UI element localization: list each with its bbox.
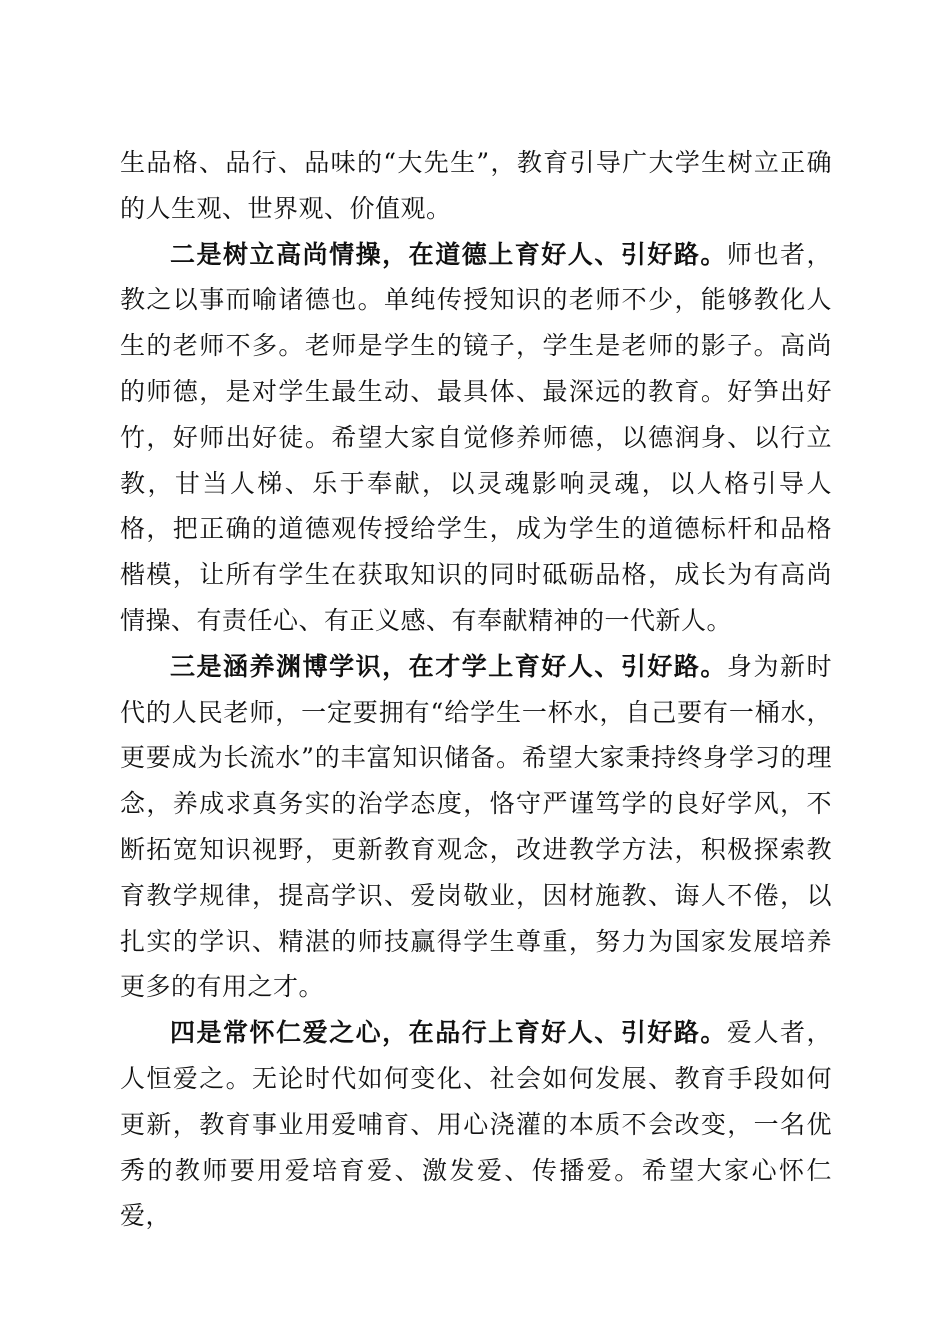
paragraph-continuation bbox=[120, 140, 832, 232]
paragraph-benevolence bbox=[120, 1010, 832, 1239]
document-body bbox=[120, 140, 832, 1239]
paragraph-text: 生品格、品行、品味的“大先生”，教育引导广大学生树立正确的人生观、世界观、价值观。 bbox=[120, 148, 832, 223]
paragraph-lead: 二是树立高尚情操，在道德上育好人、引好路。 bbox=[170, 239, 727, 269]
paragraph-knowledge bbox=[120, 644, 832, 1010]
paragraph-text: 身为新时代的人民老师，一定要拥有“给学生一杯水，自己要有一桶水，更要成为长流水”的丰富知识储备。希望大家秉持终身学习的理念，养成求真务实的治学态度，恪守严谨笃学的良好学风，不断拓宽知识视野，更新教育观念，改进教学方法，积极探索教育教学规律，提高学识、爱岗敬业，因材施教、诲人不倦，以扎实的学识、精湛的师技赢得学生尊重，努力为国家发展培养更多的有用之才。 bbox=[120, 651, 832, 1002]
paragraph-moral-sentiment bbox=[120, 232, 832, 644]
paragraph-lead: 三是涵养渊博学识，在才学上育好人、引好路。 bbox=[170, 651, 727, 681]
paragraph-lead: 四是常怀仁爱之心，在品行上育好人、引好路。 bbox=[170, 1018, 727, 1048]
paragraph-text: 爱人者，人恒爱之。无论时代如何变化、社会如何发展、教育手段如何更新，教育事业用爱哺育、用心浇灌的本质不会改变，一名优秀的教师要用爱培育爱、激发爱、传播爱。希望大家心怀仁爱， bbox=[120, 1018, 832, 1231]
paragraph-text: 师也者，教之以事而喻诸德也。单纯传授知识的老师不少，能够教化人生的老师不多。老师是学生的镜子，学生是老师的影子。高尚的师德，是对学生最生动、最具体、最深远的教育。好笋出好竹，好师出好徒。希望大家自觉修养师德，以德润身、以行立教，甘当人梯、乐于奉献，以灵魂影响灵魂，以人格引导人格，把正确的道德观传授给学生，成为学生的道德标杆和品格楷模，让所有学生在获取知识的同时砥砺品格，成长为有高尚情操、有责任心、有正义感、有奉献精神的一代新人。 bbox=[120, 239, 832, 635]
